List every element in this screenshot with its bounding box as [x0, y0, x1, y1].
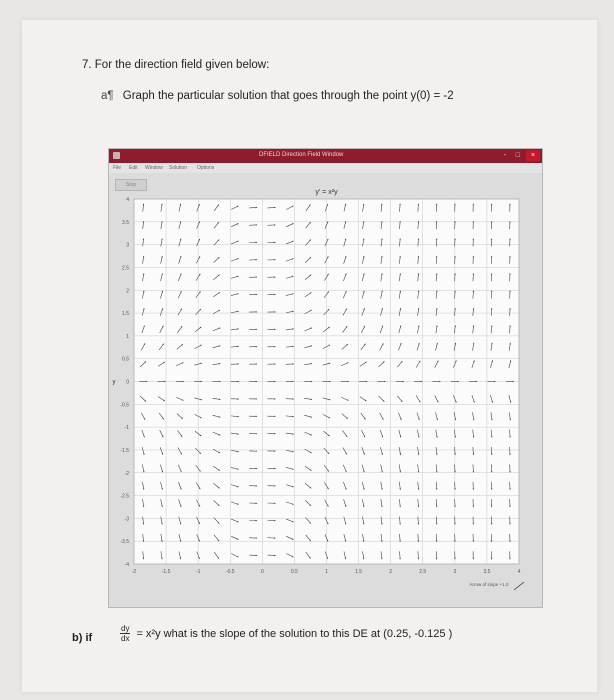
part-b-label: b) if: [72, 632, 93, 644]
part-b-question: [120, 624, 452, 643]
dy-dx-fraction: [120, 624, 130, 643]
y-tick-label: -4: [124, 562, 129, 568]
part-b-equation: = x²y what is the slope of the solution to this DE at (0.25, -0.125 ): [136, 627, 453, 640]
x-tick-label: 1: [325, 569, 328, 575]
x-tick-label: -1.5: [161, 569, 171, 575]
part-a: [101, 90, 454, 102]
y-tick-label: -1: [124, 425, 129, 432]
y-axis-label: y: [112, 379, 116, 386]
y-tick-label: 0: [126, 379, 129, 386]
direction-field-plot: [109, 149, 542, 607]
plot-title: y' = x²y: [315, 189, 338, 196]
y-tick-label: 1: [126, 333, 129, 340]
x-tick-label: 4: [517, 569, 521, 575]
menu-file[interactable]: File: [113, 165, 122, 171]
x-tick-label: 0.5: [290, 569, 298, 575]
y-tick-label: 2.5: [122, 265, 129, 272]
y-tick-label: -2: [124, 470, 129, 477]
part-a-marker: a¶: [101, 90, 114, 102]
window-title: DFIELD Direction Field Window: [259, 152, 344, 158]
y-tick-label: 0.5: [122, 356, 129, 363]
menu-solution[interactable]: Solution: [169, 165, 188, 171]
y-tick-label: 1.5: [122, 311, 129, 318]
arrow-slope-note: Arrow of slope +1.0: [469, 582, 509, 587]
dfield-window: [108, 148, 543, 608]
question-7-text: 7. For the direction field given below:: [82, 59, 270, 71]
stop-button[interactable]: Stop: [115, 179, 147, 191]
y-tick-label: -0.5: [120, 402, 129, 409]
menu-window[interactable]: Window: [145, 165, 163, 171]
maximize-button[interactable]: □: [515, 152, 520, 159]
x-tick-label: 2.5: [419, 569, 427, 575]
x-tick-label: 0: [260, 569, 264, 575]
x-tick-label: 1.5: [355, 569, 363, 575]
menu-options[interactable]: Options: [197, 165, 215, 171]
x-tick-label: 3: [453, 569, 457, 575]
x-tick-label: 3.5: [483, 569, 491, 575]
minimize-button[interactable]: -: [503, 152, 506, 159]
x-tick-label: 2: [389, 569, 393, 575]
fraction-denominator: dx: [121, 634, 130, 643]
y-tick-label: 3.5: [122, 219, 129, 226]
y-tick-label: -3: [124, 516, 129, 523]
y-tick-label: -2.5: [120, 493, 129, 500]
y-tick-label: 4: [126, 197, 129, 203]
y-tick-label: -3.5: [120, 539, 129, 546]
y-tick-label: -1.5: [120, 447, 129, 454]
part-a-text: Graph the particular solution that goes through the point y(0) = -2: [122, 90, 454, 102]
slope-reference-arrow: [514, 582, 524, 590]
menu-edit[interactable]: Edit: [129, 165, 138, 171]
x-tick-label: -2: [131, 569, 137, 575]
y-tick-label: 3: [126, 242, 129, 249]
fraction-numerator: dy: [121, 624, 130, 633]
y-tick-label: 2: [126, 288, 129, 295]
close-button[interactable]: ×: [526, 150, 540, 161]
x-tick-label: -0.5: [225, 569, 235, 575]
x-tick-label: -1: [195, 569, 201, 575]
